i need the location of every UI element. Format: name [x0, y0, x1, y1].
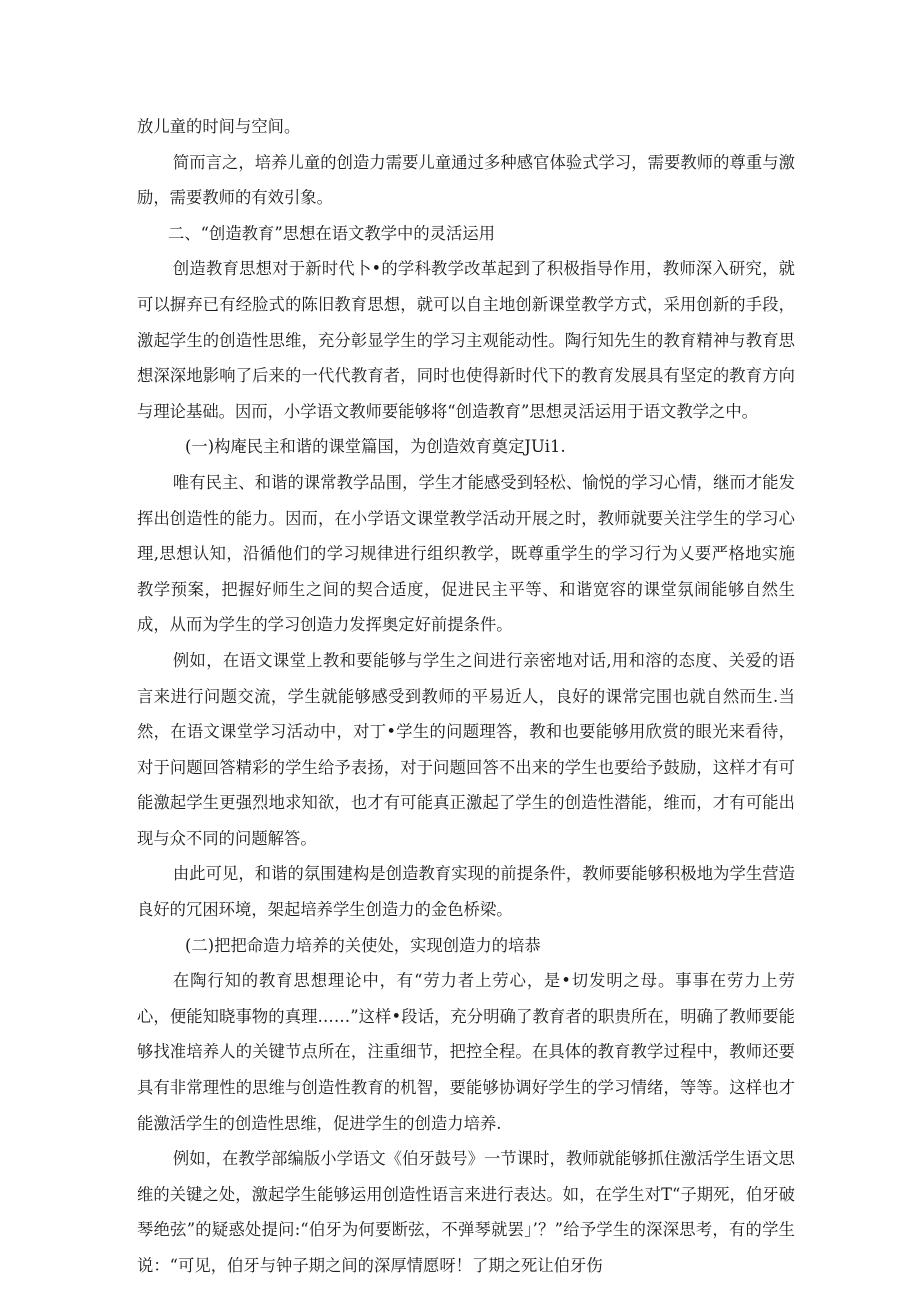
document-body — [137, 109, 795, 1284]
paragraph-creative-education: 创造教育思想对于新时代卜•的学科教学改革起到了积极指导作用，教师深入研究，就可以摒弃已有经脸式的陈旧教育思想，就可以自主地创新课堂教学方式，采用创新的手段，激起学生的创造性思维，充分彰显学生的学习主观能动性。陶行知先生的教育精神与教育思想深深地影响了后来的一代代教育者，同时也使得新时代下的教育发展具有坚定的教育方向与理论基础。因而，小学语文教师要能够将“创造教育”思想灵活运用于语文教学之中。 — [137, 259, 795, 421]
paragraph-continuation: 放儿童的时间与空间。 — [137, 117, 301, 136]
paragraph-example-boya: 例如，在教学部编版小学语文《伯牙鼓号》一节课时，教师就能够抓住激活学生语文思维的关键之处，激起学生能够运用创造性语言来进行表达。如，在学生对T“子期死，伯牙破琴绝弦”的疑惑处提问:“伯牙为何要断弦，不弹琴就罢」’？”给予学生的深深思考，有的学生说：“可见，伯牙与钟子期之间的深厚情愿呀！了期之死让伯牙伤 — [137, 1149, 795, 1275]
paragraph-democratic-classroom: 唯有民主、和谐的课常教学品围，学生才能感受到轻松、愉悦的学习心情，继而才能发挥出创造性的能力。因而，在小学语文课堂教学活动开展之时，教师就要关注学生的学习心理,思想认知，沿循他们的学习规律进行组织教学，既尊重学生的学习行为乂要严格地实施教学预案，把握好师生之间的契合适度，促进民主平等、和谐宽容的课堂氛闹能够自然生成，从而为学生的学习创造力发挥奥定好前提条件。 — [137, 472, 795, 635]
paragraph-example-dialogue: 例如，在语文课堂上教和要能够与学生之间进行亲密地对话,用和溶的态度、关爱的语言来进行问题交流，学生就能够感受到教师的平易近人，良好的课常完围也就自然而生.当然，在语文课堂学习活动中，对丁•学生的问题理答，教和也要能够用欣赏的眼光来看待，对于问题回答精彩的学生给予表扬，对于问题回答不出来的学生也要给予鼓励，这样才有可能激起学生更强烈地求知欲，也才有可能真正激起了学生的创造性潜能，维而，才有可能出现与众不同的问题解答。 — [137, 650, 795, 848]
sub-heading-2: (二)把把命造力培养的关使处，实现创造力的培恭 — [185, 935, 541, 955]
paragraph-summary: 简而言之，培养儿童的创造力需要儿童通过多种感官体验式学习，需要教师的尊重与激励，需要教师的有效引象。 — [137, 152, 795, 208]
paragraph-conclusion-harmony: 由此可见，和谐的氛围建构是创造教育实现的前提条件，教师要能够积极地为学生营造良好的冗困环境，架起培养学生创造力的金色桥梁。 — [137, 864, 795, 920]
paragraph-tao-xingzhi: 在陶行知的教育思想理论中，有“劳力者上劳心，是•切发明之母。事事在劳力上劳心，便能知晓事物的真理……”这样•段话，充分明确了教育者的职贵所在，明确了教师要能够找准培养人的关键节点所在，注重细节，把控全程。在具体的教育教学过程中，教师还要具有非常理性的思维与创造性教育的机智，要能够协调好学生的学习情绪，等等。这样也才能激活学生的创造性思维，促进学生的创造力培养. — [137, 971, 795, 1133]
section-heading: 二、“创造教育”思想在语文教学中的灵活运用 — [168, 223, 496, 243]
sub-heading-1: (一)构庵民主和谐的课堂篇国，为创造效育奠定JUi1. — [185, 437, 566, 457]
